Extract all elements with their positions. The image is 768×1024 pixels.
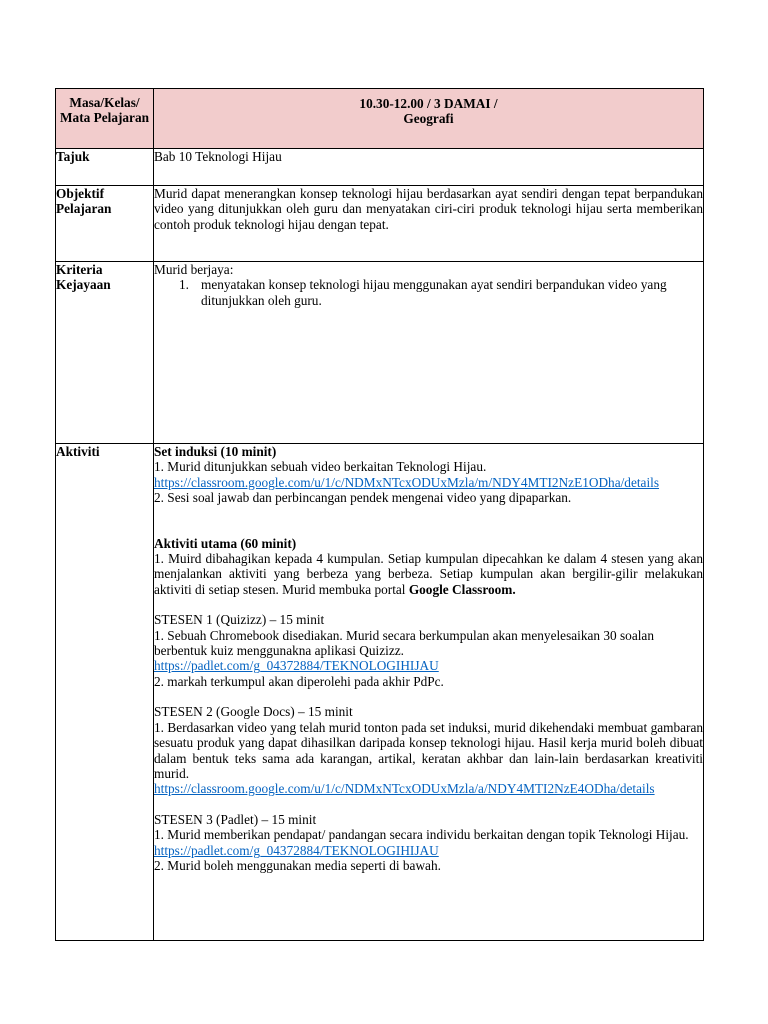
aktiviti-label: Aktiviti (56, 444, 154, 941)
set-induksi-line1: 1. Murid ditunjukkan sebuah video berkaitan Teknologi Hijau. (154, 459, 487, 475)
header-line2: Geografi (403, 111, 454, 127)
tajuk-row (56, 149, 704, 186)
objektif-text: Murid dapat menerangkan konsep teknologi hijau berdasarkan ayat sendiri dengan tepat berpandukan video yang ditunjukkan oleh guru dan menyatakan ciri-ciri produk teknologi hijau serta memberikan contoh produk teknologi hijau dengan tepat. (154, 186, 704, 262)
aktiviti-utama-body: 1. Muird dibahagikan kepada 4 kumpulan. Setiap kumpulan dipecahkan ke dalam 4 stesen yang akan menjalankan aktiviti yang berbeza yang berbeza. Setiap kumpulan akan bergilir-gilir melakukan aktiviti di setiap stesen. Murid membuka portal (154, 551, 703, 597)
kriteria-intro: Murid berjaya: (154, 262, 234, 277)
set-induksi-link[interactable]: https://classroom.google.com/u/1/c/NDMxNTcxODUxMzla/m/NDY4MTI2NzE1ODha/details (154, 474, 660, 490)
tajuk-label: Tajuk (56, 149, 154, 186)
set-induksi-title: Set induksi (10 minit) (154, 444, 277, 459)
header-label: Masa/Kelas/ Mata Pelajaran (56, 89, 154, 149)
stesen3-line2: 2. Murid boleh menggunakan media seperti di bawah. (154, 857, 441, 873)
stesen3-title: STESEN 3 (Padlet) – 15 minit (154, 811, 317, 827)
aktiviti-row (56, 444, 704, 941)
kriteria-item (154, 277, 703, 308)
objektif-label: Objektif Pelajaran (56, 186, 154, 262)
stesen2-title: STESEN 2 (Google Docs) – 15 minit (154, 704, 353, 720)
kriteria-item-text: menyatakan konsep teknologi hijau menggunakan ayat sendiri berpandukan video yang ditunjukkan oleh guru. (201, 277, 667, 308)
stesen2-link[interactable]: https://classroom.google.com/u/1/c/NDMxNTcxODUxMzla/a/NDY4MTI2NzE4ODha/details (154, 781, 655, 797)
header-line1: 10.30-12.00 / 3 DAMAI / (359, 96, 498, 111)
stesen1-title: STESEN 1 (Quizizz) – 15 minit (154, 612, 325, 628)
header-content (154, 89, 704, 149)
kriteria-content (154, 262, 704, 444)
google-classroom-label: Google Classroom. (408, 581, 516, 597)
stesen1-line2: 2. markah terkumpul akan diperolehi pada akhir PdPc. (154, 673, 444, 689)
header-row (56, 89, 704, 149)
aktiviti-content (154, 444, 704, 941)
objektif-row (56, 186, 704, 262)
stesen2-line1: 1. Berdasarkan video yang telah murid tonton pada set induksi, murid dikehendaki membuat gambaran sesuatu produk yang dapat dihasilkan daripada konsep teknologi hijau. Hasil kerja murid boleh dibuat dalam bentuk teks sama ada karangan, artikal, keratan akhbar dan lain-lain berdasarkan kreativiti murid. (154, 719, 703, 781)
stesen1-line1: 1. Sebuah Chromebook disediakan. Murid secara berkumpulan akan menyelesaikan 30 soalan berbentuk kuiz menggunakna aplikasi Quizizz. (154, 627, 654, 659)
stesen3-line1: 1. Murid memberikan pendapat/ pandangan secara individu berkaitan dengan topik Teknologi Hijau. (154, 827, 689, 843)
kriteria-label: Kriteria Kejayaan (56, 262, 154, 444)
stesen3-link[interactable]: https://padlet.com/g_04372884/TEKNOLOGIHIJAU (154, 842, 439, 858)
kriteria-item-number: 1. (179, 277, 189, 293)
lesson-plan-table (55, 88, 704, 941)
set-induksi-line2: 2. Sesi soal jawab dan perbincangan pendek mengenai video yang dipaparkan. (154, 490, 572, 506)
kriteria-row (56, 262, 704, 444)
stesen1-link[interactable]: https://padlet.com/g_04372884/TEKNOLOGIHIJAU (154, 658, 439, 674)
tajuk-text: Bab 10 Teknologi Hijau (154, 149, 704, 186)
aktiviti-utama-title: Aktiviti utama (60 minit) (154, 535, 297, 551)
aktiviti-utama-text (154, 551, 703, 597)
